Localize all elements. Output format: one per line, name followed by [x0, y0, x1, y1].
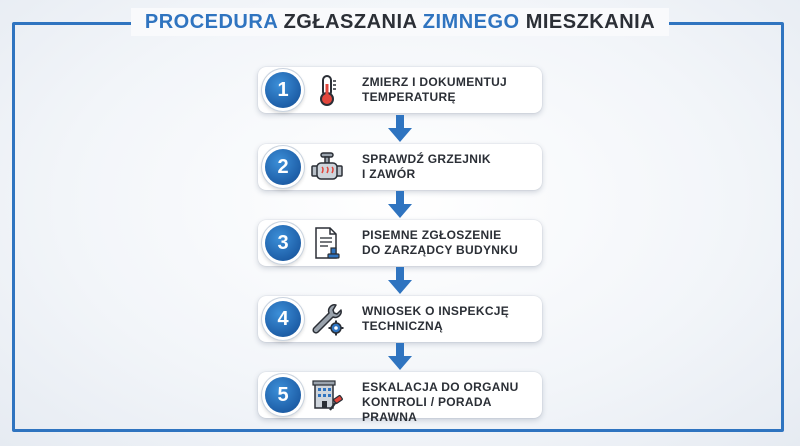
title-part-4: MIESZKANIA — [525, 11, 656, 33]
step-number-badge: 1 — [265, 72, 301, 108]
step-label-line-1: SPRAWDŹ GRZEJNIK — [362, 152, 491, 166]
wrench-gear-icon — [310, 302, 344, 336]
diagram-title — [0, 8, 800, 36]
step-2 — [258, 144, 542, 190]
step-label — [362, 75, 540, 105]
arrow-down-icon — [387, 343, 413, 371]
step-label-line-2: DO ZARZĄDCY BUDYNKU — [362, 243, 519, 257]
step-label-line-2: KONTROLI / PORADA PRAWNA — [362, 395, 492, 424]
step-label-line-2: TEMPERATURĘ — [362, 90, 456, 104]
step-label-line-1: ESKALACJA DO ORGANU — [362, 380, 519, 394]
arrow-down-icon — [387, 191, 413, 219]
step-1 — [258, 67, 542, 113]
building-gavel-icon — [310, 378, 344, 412]
arrow-down-icon — [387, 115, 413, 143]
step-label — [362, 380, 540, 425]
step-label — [362, 304, 540, 334]
document-stamp-icon — [310, 226, 344, 260]
thermometer-icon — [310, 73, 344, 107]
step-label-line-1: ZMIERZ I DOKUMENTUJ — [362, 75, 508, 89]
step-number-badge: 5 — [265, 377, 301, 413]
step-label — [362, 228, 540, 258]
step-4 — [258, 296, 542, 342]
step-label-line-2: TECHNICZNĄ — [362, 319, 443, 333]
step-label-line-1: PISEMNE ZGŁOSZENIE — [362, 228, 502, 242]
title-part-1: PROCEDURA — [144, 11, 278, 33]
step-3 — [258, 220, 542, 266]
step-label-line-2: I ZAWÓR — [362, 167, 416, 181]
step-number-badge: 4 — [265, 301, 301, 337]
step-5 — [258, 372, 542, 424]
step-number-badge: 3 — [265, 225, 301, 261]
arrow-down-icon — [387, 267, 413, 295]
step-label — [362, 152, 540, 182]
title-part-3: ZIMNEGO — [422, 11, 520, 33]
title-part-2: ZGŁASZANIA — [283, 11, 417, 33]
step-label-line-1: WNIOSEK O INSPEKCJĘ — [362, 304, 510, 318]
step-number-badge: 2 — [265, 149, 301, 185]
radiator-valve-icon — [310, 150, 344, 184]
